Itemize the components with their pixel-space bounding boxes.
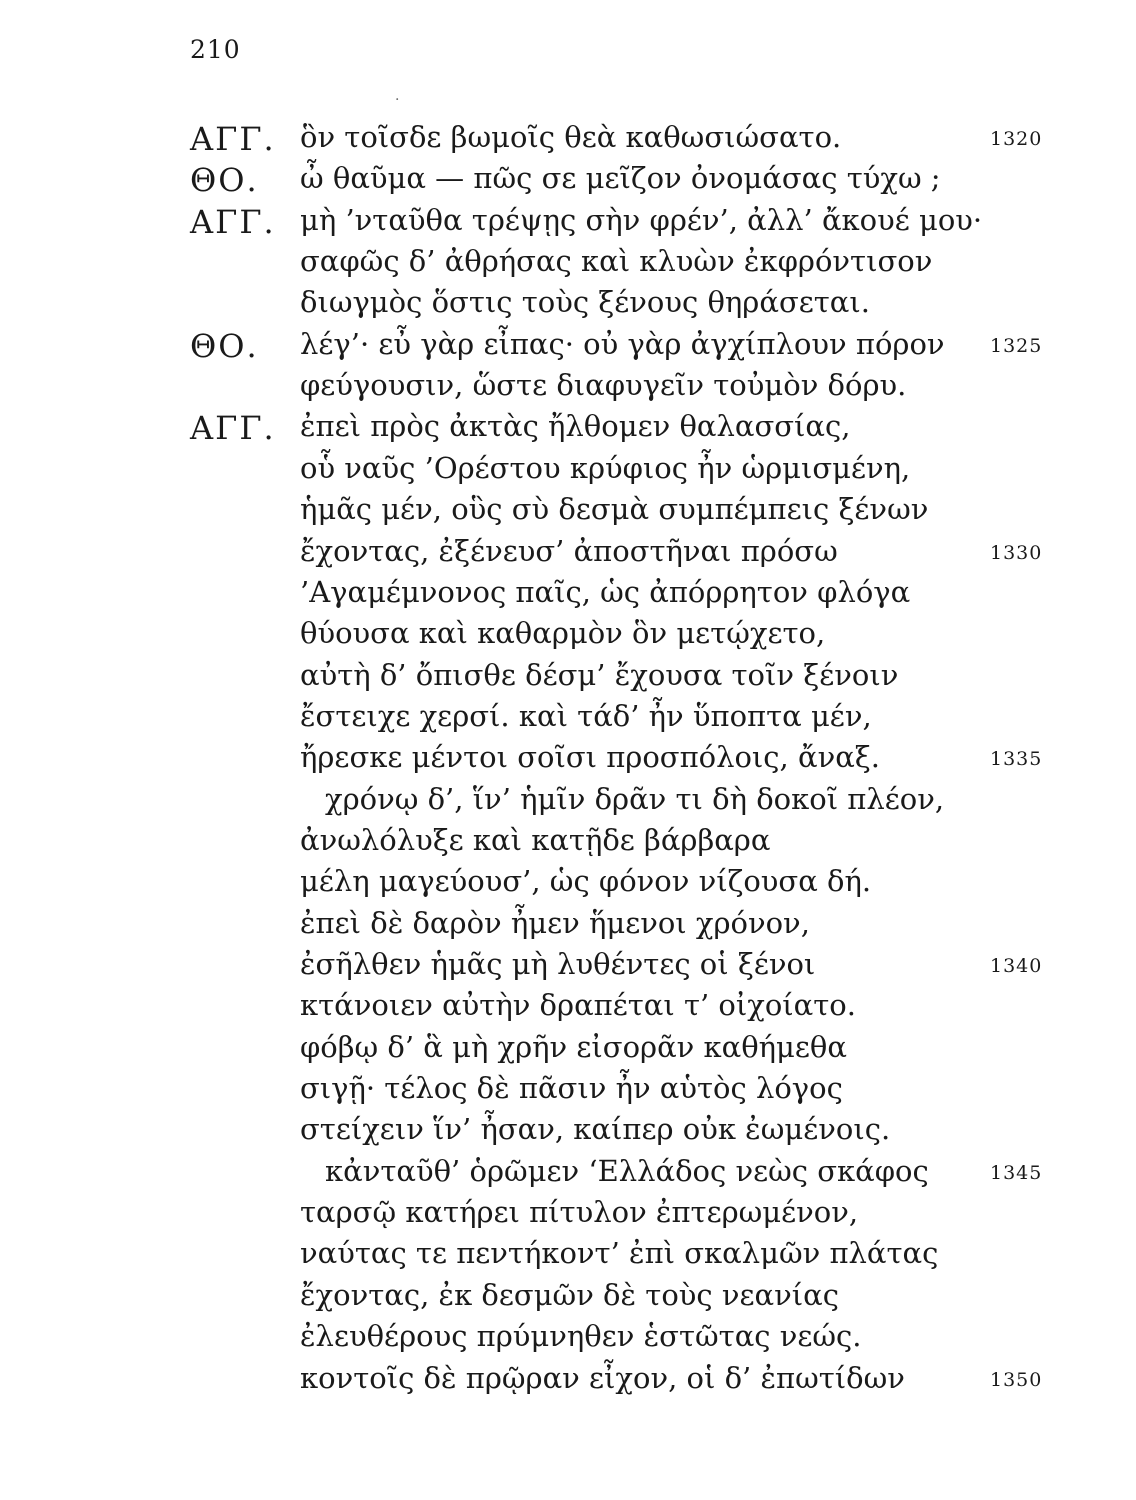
verse-line bbox=[0, 740, 1136, 780]
verse-line bbox=[0, 1361, 1136, 1401]
verse-line bbox=[0, 1112, 1136, 1152]
verse-text: ἐλευθέρους πρύμνηθεν ἑστῶτας νεώς. bbox=[300, 1319, 862, 1353]
verse-line bbox=[0, 1030, 1136, 1070]
verse-line bbox=[0, 823, 1136, 863]
verse-text: ἔστειχε χερσί. καὶ τάδ’ ἦν ὕποπτα μέν, bbox=[300, 699, 872, 733]
verse-text: ἀνωλόλυξε καὶ κατῇδε βάρβαρα bbox=[300, 823, 771, 857]
verse-text: ὦ θαῦμα — πῶς σε μεῖζον ὀνομάσας τύχω ; bbox=[300, 161, 941, 195]
line-number: 1340 bbox=[990, 955, 1043, 977]
line-number: 1330 bbox=[990, 542, 1043, 564]
verse-line bbox=[0, 1319, 1136, 1359]
verse-text: ἐπεὶ πρὸς ἀκτὰς ἤλθομεν θαλασσίας, bbox=[300, 409, 851, 443]
verse-text: ὃν τοῖσδε βωμοῖς θεὰ καθωσιώσατο. bbox=[300, 120, 842, 154]
verse-text: αὐτὴ δ’ ὄπισθε δέσμ’ ἔχουσα τοῖν ξένοιν bbox=[300, 658, 899, 692]
verse-text: ἔχοντας, ἐκ δεσμῶν δὲ τοὺς νεανίας bbox=[300, 1278, 839, 1312]
verse-line bbox=[0, 575, 1136, 615]
verse-text: ταρσῷ κατήρει πίτυλον ἐπτερωμένον, bbox=[300, 1195, 859, 1229]
verse-text: φόβῳ δ’ ἃ μὴ χρῆν εἰσορᾶν καθήμεθα bbox=[300, 1030, 847, 1064]
verse-line bbox=[0, 947, 1136, 987]
verse-line bbox=[0, 244, 1136, 284]
verse-text: ναύτας τε πεντήκοντ’ ἐπὶ σκαλμῶν πλάτας bbox=[300, 1236, 939, 1270]
verse-text: ἡμᾶς μέν, οὓς σὺ δεσμὰ συμπέμπεις ξένων bbox=[300, 492, 929, 526]
line-number: 1325 bbox=[990, 335, 1043, 357]
verse-line bbox=[0, 1154, 1136, 1194]
verse-line bbox=[0, 699, 1136, 739]
speaker-label: ΑΓΓ. bbox=[190, 203, 276, 241]
verse-text: ἐσῆλθεν ἡμᾶς μὴ λυθέντες οἱ ξένοι bbox=[300, 947, 816, 981]
verse-line bbox=[0, 327, 1136, 367]
verse-line bbox=[0, 864, 1136, 904]
verse-text: σαφῶς δ’ ἀθρήσας καὶ κλυὼν ἐκφρόντισον bbox=[300, 244, 933, 278]
line-number: 1345 bbox=[990, 1162, 1043, 1184]
verse-line bbox=[0, 658, 1136, 698]
verse-text: κοντοῖς δὲ πρῷραν εἶχον, οἱ δ’ ἐπωτίδων bbox=[300, 1361, 905, 1395]
verse-line bbox=[0, 161, 1136, 201]
verse-line bbox=[0, 1278, 1136, 1318]
verse-text: διωγμὸς ὅστις τοὺς ξένους θηράσεται. bbox=[300, 285, 870, 319]
verse-line bbox=[0, 1195, 1136, 1235]
verse-text: λέγ’· εὖ γὰρ εἶπας· οὐ γὰρ ἀγχίπλουν πόρον bbox=[300, 327, 945, 361]
line-number: 1320 bbox=[990, 128, 1043, 150]
verse-line bbox=[0, 534, 1136, 574]
verse-line bbox=[0, 203, 1136, 243]
verse-line bbox=[0, 368, 1136, 408]
verse-line bbox=[0, 409, 1136, 449]
verse-line bbox=[0, 1236, 1136, 1276]
verse-text: κἀνταῦθ’ ὁρῶμεν ‘Ελλάδος νεὼς σκάφος bbox=[325, 1154, 929, 1188]
verse-text: οὗ ναῦς ’Ορέστου κρύφιος ἦν ὡρμισμένη, bbox=[300, 451, 911, 485]
verse-text: θύουσα καὶ καθαρμὸν ὃν μετῴχετο, bbox=[300, 616, 826, 650]
verse-line bbox=[0, 988, 1136, 1028]
verse-line bbox=[0, 906, 1136, 946]
verse-text: ἐπεὶ δὲ δαρὸν ἦμεν ἥμενοι χρόνον, bbox=[300, 906, 810, 940]
verse-line bbox=[0, 492, 1136, 532]
line-number: 1350 bbox=[990, 1369, 1043, 1391]
verse-text: κτάνοιεν αὐτὴν δραπέται τ’ οἰχοίατο. bbox=[300, 988, 856, 1022]
stray-mark: · bbox=[395, 92, 400, 108]
verse-text: ἔχοντας, ἐξένευσ’ ἀποστῆναι πρόσω bbox=[300, 534, 838, 568]
speaker-label: ΑΓΓ. bbox=[190, 120, 276, 158]
verse-text: σιγῇ· τέλος δὲ πᾶσιν ἦν αὑτὸς λόγος bbox=[300, 1071, 843, 1105]
verse-text: φεύγουσιν, ὥστε διαφυγεῖν τοὐμὸν δόρυ. bbox=[300, 368, 907, 402]
verse-text: στείχειν ἵν’ ἦσαν, καίπερ οὐκ ἐωμένοις. bbox=[300, 1112, 891, 1146]
line-number: 1335 bbox=[990, 748, 1043, 770]
verse-text: ’Αγαμέμνονος παῖς, ὡς ἀπόρρητον φλόγα bbox=[300, 575, 911, 609]
speaker-label: ΘΟ. bbox=[190, 161, 259, 199]
page-number: 210 bbox=[190, 35, 241, 64]
verse-line bbox=[0, 120, 1136, 160]
speaker-label: ΘΟ. bbox=[190, 327, 259, 365]
verse-text: χρόνῳ δ’, ἵν’ ἡμῖν δρᾶν τι δὴ δοκοῖ πλέον, bbox=[325, 782, 945, 816]
speaker-label: ΑΓΓ. bbox=[190, 409, 276, 447]
verse-line bbox=[0, 616, 1136, 656]
verse-line bbox=[0, 782, 1136, 822]
verse-line bbox=[0, 1071, 1136, 1111]
verse-text: μὴ ’νταῦθα τρέψῃς σὴν φρέν’, ἀλλ’ ἄκουέ μου· bbox=[300, 203, 983, 237]
verse-line bbox=[0, 451, 1136, 491]
verse-line bbox=[0, 285, 1136, 325]
verse-text: ἤρεσκε μέντοι σοῖσι προσπόλοις, ἄναξ. bbox=[300, 740, 880, 774]
verse-text: μέλη μαγεύουσ’, ὡς φόνον νίζουσα δή. bbox=[300, 864, 872, 898]
